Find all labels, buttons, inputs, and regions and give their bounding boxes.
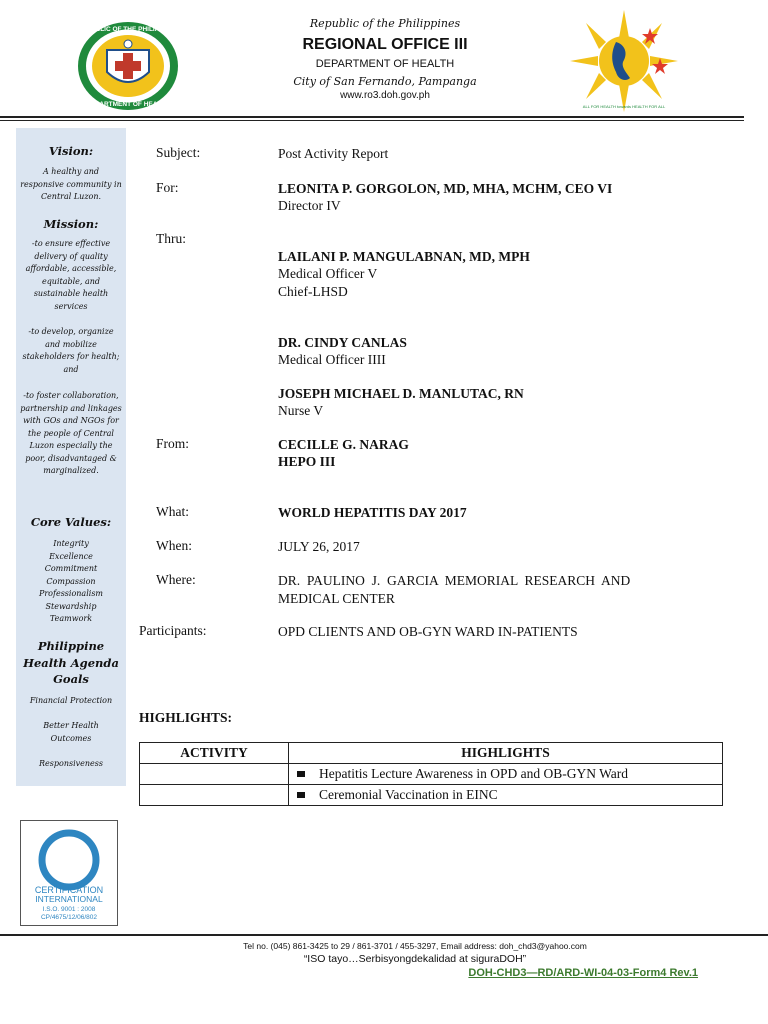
highlight-cell (289, 764, 723, 785)
what-label: What: (156, 504, 189, 519)
where-label: Where: (156, 572, 196, 587)
seal-ring-top-text: REPUBLIC OF THE PHILIPPINES (77, 26, 179, 33)
core-value-item: Integrity (53, 539, 89, 548)
footer-form-code: DOH-CHD3—RD/ARD-WI-04-03-Form4 Rev.1 (468, 967, 698, 979)
where-value-line-1: DR. PAULINO J. GARCIA MEMORIAL RESEARCH AND (278, 573, 631, 588)
table-header-row (140, 743, 723, 764)
core-value-item: Professionalism (38, 589, 104, 598)
iso-certification-logo (20, 820, 118, 926)
subject-value: Post Activity Report (278, 146, 389, 161)
for-label: For: (156, 180, 179, 195)
activity-cell (140, 785, 289, 806)
cert-line-4: CP/4675/12/06/802 (40, 914, 98, 921)
core-value-item: Excellence (49, 551, 93, 561)
table-row (140, 764, 723, 785)
footer-contact: Tel no. (045) 861-3425 to 29 / 861-3701 / 455-3297, Email address: doh_chd3@yahoo.com (243, 941, 587, 951)
cert-line-1: CERTIFICATION (34, 885, 104, 895)
core-values-heading: Core Values: (30, 515, 112, 529)
mission-item-1: -to ensure effective delivery of quality affordable, accessible, equitable, and sustainable health services (25, 239, 117, 311)
header-republic: Republic of the Philippines (309, 17, 461, 30)
participants-value: OPD CLIENTS AND OB-GYN WARD IN-PATIENTS (278, 624, 578, 639)
thru-2-name: DR. CINDY CANLAS (278, 335, 407, 350)
agenda-goal-2: Better Health Outcomes (43, 721, 99, 743)
thru-3-title: Nurse V (278, 403, 324, 418)
mission-heading: Mission: (43, 217, 99, 231)
core-value-item: Stewardship (45, 601, 97, 611)
bullet-icon (297, 792, 305, 798)
thru-3-name: JOSEPH MICHAEL D. MANLUTAC, RN (278, 386, 524, 401)
header-divider (0, 116, 744, 121)
core-value-item: Commitment (44, 564, 98, 573)
agenda-goal-3: Responsiveness (39, 759, 103, 768)
doh-seal-logo (76, 20, 180, 112)
activity-cell (140, 764, 289, 785)
header-city: City of San Fernando, Pampanga (293, 75, 477, 88)
core-value-item: Compassion (46, 576, 96, 586)
vision-heading: Vision: (48, 144, 94, 158)
thru-2-title: Medical Officer IIII (278, 352, 386, 367)
agenda-heading: Philippine Health Agenda Goals (23, 639, 119, 686)
header-office: REGIONAL OFFICE III (302, 36, 468, 53)
thru-1-title: Medical Officer V (278, 266, 378, 281)
header-website[interactable]: www.ro3.doh.gov.ph (340, 90, 430, 101)
table-row (140, 785, 723, 806)
core-values-list (20, 538, 122, 626)
sun-logo-text: ALL FOR HEALTH towards HEALTH FOR ALL (582, 104, 666, 109)
sun-health-logo (568, 8, 680, 114)
agenda-goal-1: Financial Protection (29, 696, 113, 705)
from-title: HEPO III (278, 454, 336, 469)
highlight-text: Hepatitis Lecture Awareness in OPD and OB-GYN Ward (319, 766, 628, 781)
thru-1-name: LAILANI P. MANGULABNAN, MD, MPH (278, 249, 530, 264)
highlights-column-header: HIGHLIGHTS (289, 743, 723, 764)
for-title: Director IV (278, 198, 341, 213)
from-label: From: (156, 436, 190, 451)
from-name: CECILLE G. NARAG (278, 437, 409, 452)
seal-ring-bottom-text: DEPARTMENT OF HEALTH (86, 101, 170, 108)
where-value-line-2: MEDICAL CENTER (278, 591, 395, 606)
when-value: JULY 26, 2017 (278, 539, 360, 554)
activity-column-header: ACTIVITY (140, 743, 289, 764)
mission-item-3: -to foster collaboration, partnership and linkages with GOs and NGOs for the people of Central Luzon especially the poor, disadvantaged & marginalized. (20, 391, 122, 475)
highlight-text: Ceremonial Vaccination in EINC (319, 787, 498, 802)
thru-1-unit: Chief-LHSD (278, 284, 348, 299)
highlights-table (139, 742, 723, 806)
vision-text: A healthy and responsive community in Central Luzon. (20, 167, 122, 201)
footer-divider (0, 934, 768, 936)
what-value: WORLD HEPATITIS DAY 2017 (278, 505, 467, 520)
cert-line-3: I.S.O. 9001 : 2008 (42, 906, 96, 913)
bullet-icon (297, 771, 305, 777)
core-value-item: Teamwork (49, 614, 93, 623)
highlight-cell (289, 785, 723, 806)
participants-label: Participants: (139, 623, 207, 638)
for-name: LEONITA P. GORGOLON, MD, MHA, MCHM, CEO VI (278, 181, 613, 196)
sidebar-panel (16, 128, 126, 786)
cert-line-2: INTERNATIONAL (35, 894, 103, 904)
highlights-heading: HIGHLIGHTS: (139, 710, 233, 725)
subject-label: Subject: (156, 145, 201, 160)
header-department: DEPARTMENT OF HEALTH (315, 58, 455, 70)
thru-label: Thru: (156, 231, 186, 246)
mission-item-2: -to develop, organize and mobilize stakeholders for health; and (22, 327, 120, 374)
when-label: When: (156, 538, 192, 553)
footer-tagline: “ISO tayo…Serbisyongdekalidad at siguraDOH” (303, 953, 527, 965)
